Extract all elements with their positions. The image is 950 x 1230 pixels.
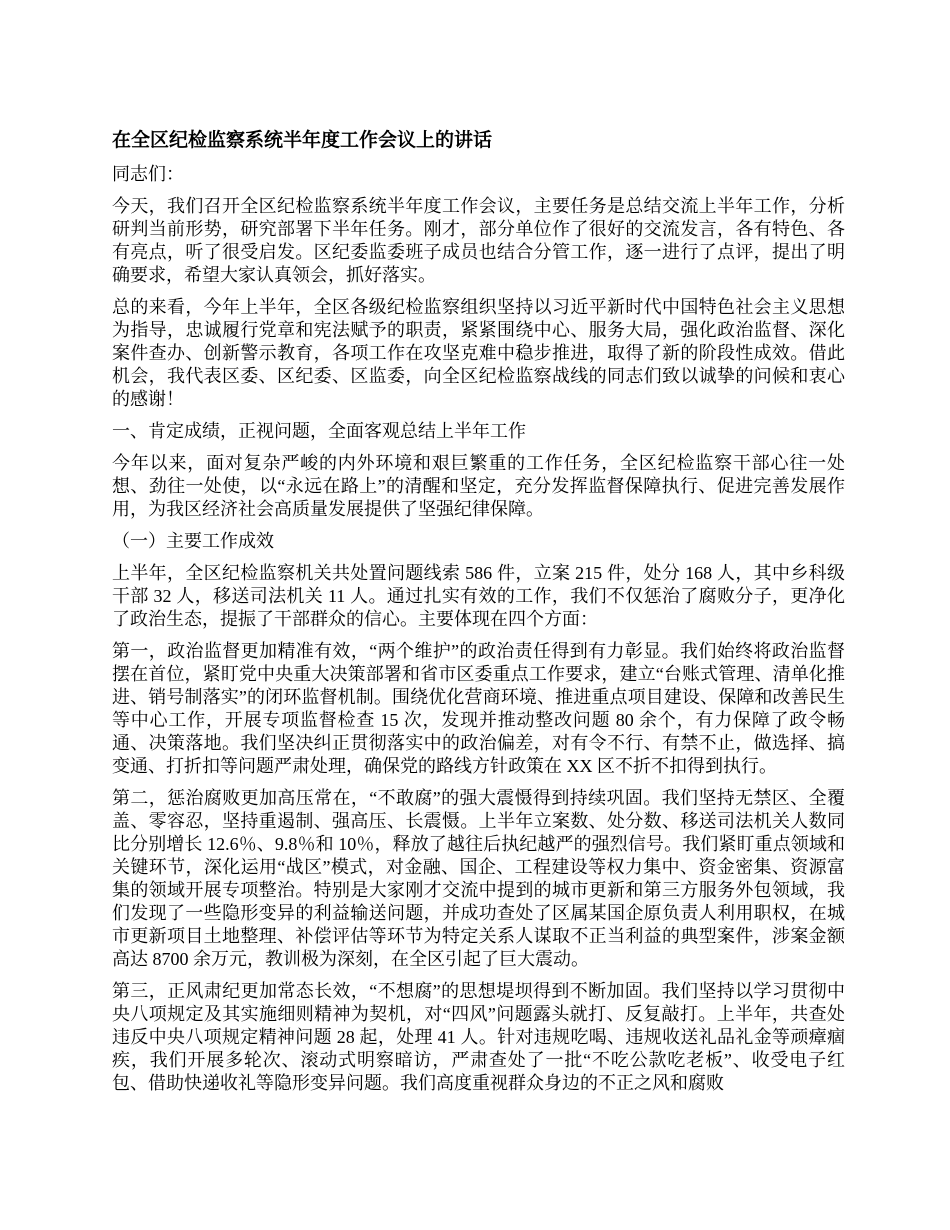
paragraph-meeting-intro: 今天，我们召开全区纪检监察系统半年度工作会议，主要任务是总结交流上半年工作，分析研判当前形势，研究部署下半年任务。刚才，部分单位作了很好的交流发言，各有特色、各有亮点，听了很受启发。区纪委监委班子成员也结合分管工作，逐一进行了点评，提出了明确要求，希望大家认真领会，抓好落实。 (112, 196, 845, 285)
paragraph-point-2-anti-corruption: 第二，惩治腐败更加高压常在，“不敢腐”的强大震慑得到持续巩固。我们坚持无禁区、全覆盖、零容忍，坚持重遏制、强高压、长震慑。上半年立案数、处分数、移送司法机关人数同比分别增长 12.6％、9.8％和 10％，释放了越往后执纪越严的强烈信号。我们紧盯重点领域和关键环节，深化运用“战区”模式，对金融、国企、工程建设等权力集中、资金密集、资源富集的领域开展专项整治。特别是大家刚才交流中提到的城市更新和第三方服务外包领域，我们发现了一些隐形变异的利益输送问题，并成功查处了区属某国企原负责人利用职权，在城市更新项目土地整理、补偿评估等环节为特定关系人谋取不正当利益的典型案件，涉案金额高达 8700 余万元，教训极为深刻，在全区引起了巨大震动。 (112, 788, 845, 969)
heading-section-1: 一、肯定成绩，正视问题，全面客观总结上半年工作 (112, 421, 526, 441)
document-title: 在全区纪检监察系统半年度工作会议上的讲话 (112, 130, 493, 151)
paragraph-first-half-overview: 今年以来，面对复杂严峻的内外环境和艰巨繁重的工作任务，全区纪检监察干部心往一处想、劲往一处使，以“永远在路上”的清醒和坚定，充分发挥监督保障执行、促进完善发展作用，为我区经济社会高质量发展提供了坚强纪律保障。 (112, 453, 845, 519)
paragraph-overall-review: 总的来看，今年上半年，全区各级纪检监察组织坚持以习近平新时代中国特色社会主义思想为指导，忠诚履行党章和宪法赋予的职责，紧紧围绕中心、服务大局，强化政治监督、深化案件查办、创新警示教育，各项工作在攻坚克难中稳步推进，取得了新的阶段性成效。借此机会，我代表区委、区纪委、区监委，向全区纪检监察战线的同志们致以诚挚的问候和衷心的感谢！ (112, 297, 845, 409)
paragraph-case-statistics: 上半年，全区纪检监察机关共处置问题线索 586 件，立案 215 件，处分 168 人，其中乡科级干部 32 人，移送司法机关 11 人。通过扎实有效的工作，我们不仅惩治了腐败分子，更净化了政治生态，提振了干部群众的信心。主要体现在四个方面： (112, 563, 845, 629)
paragraph-point-3-work-style: 第三，正风肃纪更加常态长效，“不想腐”的思想堤坝得到不断加固。我们坚持以学习贯彻中央八项规定及其实施细则精神为契机，对“四风”问题露头就打、反复敲打。上半年，共查处违反中央八项规定精神问题 28 起，处理 41 人。针对违规吃喝、违规收送礼品礼金等顽瘴痼疾，我们开展多轮次、滚动式明察暗访，严肃查处了一批“不吃公款吃老板”、收受电子红包、借助快递收礼等隐形变异问题。我们高度重视群众身边的不正之风和腐败 (112, 981, 845, 1093)
salutation: 同志们： (112, 164, 184, 184)
heading-subsection-1: （一）主要工作成效 (112, 531, 274, 551)
paragraph-point-1-political-supervision: 第一，政治监督更加精准有效，“两个维护”的政治责任得到有力彰显。我们始终将政治监督摆在首位，紧盯党中央重大决策部署和省市区委重点工作要求，建立“台账式管理、清单化推进、销号制落实”的闭环监督机制。围绕优化营商环境、推进重点项目建设、保障和改善民生等中心工作，开展专项监督检查 15 次，发现并推动整改问题 80 余个，有力保障了政令畅通、决策落地。我们坚决纠正贯彻落实中的政治偏差，对有令不行、有禁不止，做选择、搞变通、打折扣等问题严肃处理，确保党的路线方针政策在 XX 区不折不扣得到执行。 (112, 641, 845, 776)
